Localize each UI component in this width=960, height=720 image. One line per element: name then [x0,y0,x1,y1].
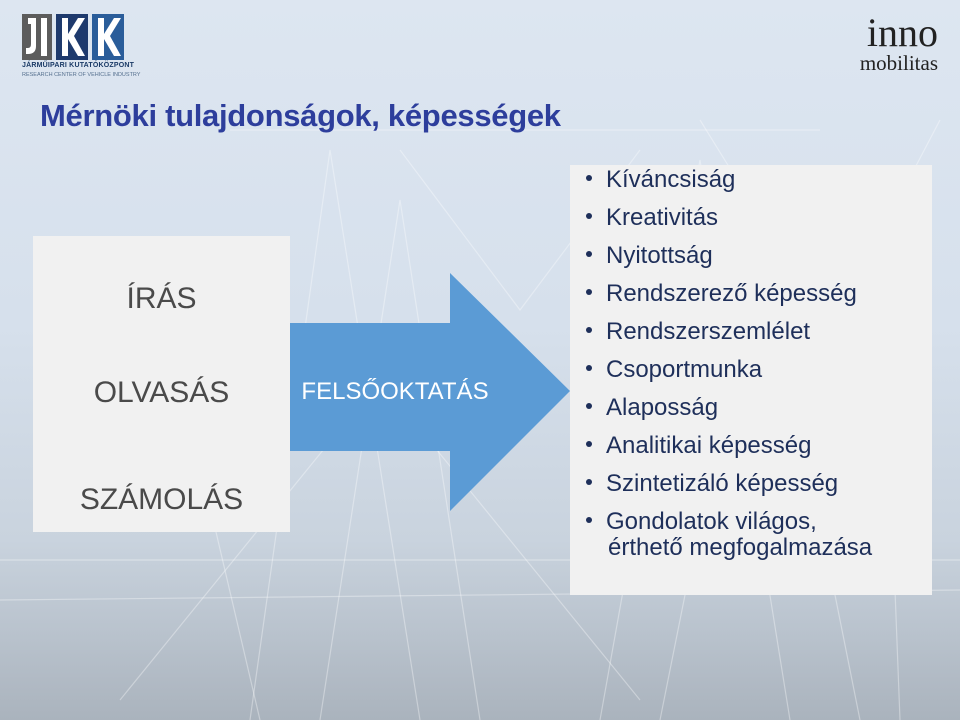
engineering-skills-box [570,165,932,595]
list-item: Kreativitás [586,205,718,231]
skill-szamolas: SZÁMOLÁS [79,483,244,516]
bullet-icon [586,479,592,485]
jkk-logo [22,14,141,78]
list-item: Kíváncsiság [586,167,735,193]
list-item: Analitikai képesség [586,433,811,459]
bullet-icon [586,365,592,371]
bullet-icon [586,327,592,333]
list-item: Rendszerező képesség [586,281,857,307]
arrow-label: FELSŐOKTATÁS [301,378,489,405]
list-item: Alaposság [586,395,718,421]
skill-irast: ÍRÁS [126,282,197,315]
jkk-logo-mark [22,14,124,60]
list-item: Gondolatok világos, [586,509,817,535]
jkk-logo-line1: JÁRMŰIPARI KUTATÓKÖZPONT [22,62,135,69]
bullet-icon [586,289,592,295]
skill-olvasas: OLVASÁS [93,376,230,409]
list-item: Nyitottság [586,243,713,269]
innomobilitas-logo-line1: inno [866,10,938,55]
bullet-icon [586,403,592,409]
list-item: Rendszerszemlélet [586,319,810,345]
jkk-logo-line2: RESEARCH CENTER OF VEHICLE INDUSTRY [22,72,141,78]
innomobilitas-logo-line2: mobilitas [859,51,938,75]
list-item: Szintetizáló képesség [586,471,838,497]
bullet-icon [586,213,592,219]
slide-title: Mérnöki tulajdonságok, képességek [40,98,561,133]
bullet-icon [586,441,592,447]
list-item: Csoportmunka [586,357,762,383]
list-item-continuation: érthető megfogalmazása [608,534,873,561]
bullet-icon [586,517,592,523]
innomobilitas-logo [828,10,938,75]
bullet-icon [586,251,592,257]
bullet-icon [586,175,592,181]
basic-skills-box [33,236,290,532]
